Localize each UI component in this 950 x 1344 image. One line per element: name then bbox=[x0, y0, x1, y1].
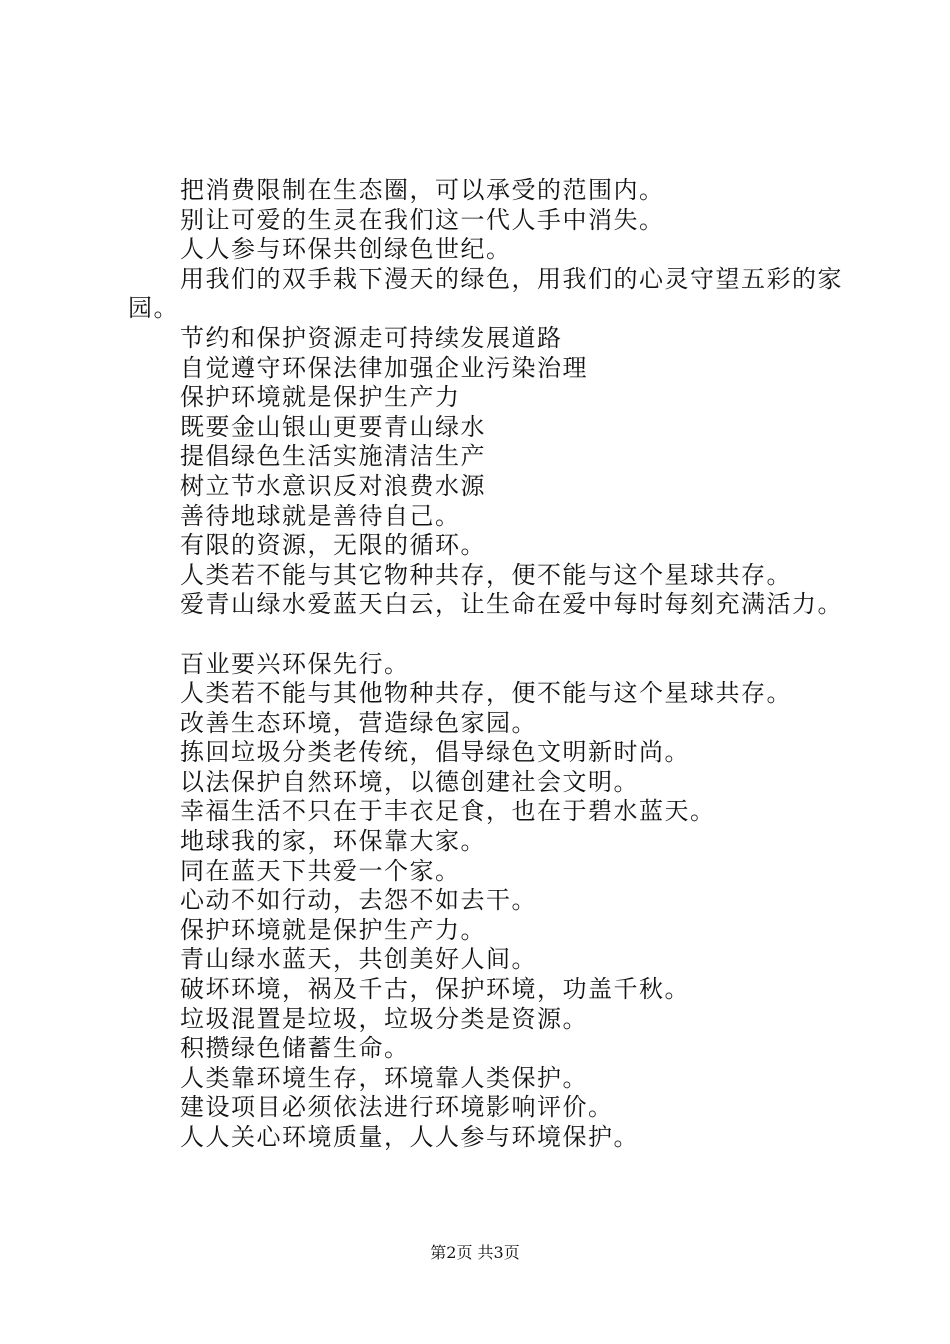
page-number-label: 第2页 共3页 bbox=[430, 1243, 520, 1262]
page-footer bbox=[0, 1243, 950, 1263]
paragraph: 保护环境就是保护生产力 bbox=[180, 383, 461, 412]
paragraph: 别让可爱的生灵在我们这一代人手中消失。 bbox=[180, 205, 665, 234]
paragraph: 树立节水意识反对浪费水源 bbox=[180, 471, 486, 500]
paragraph: 人类靠环境生存，环境靠人类保护。 bbox=[180, 1063, 588, 1092]
paragraph: 有限的资源，无限的循环。 bbox=[180, 531, 486, 560]
paragraph: 爱青山绿水爱蓝天白云，让生命在爱中每时每刻充满活力。 bbox=[180, 590, 843, 619]
document-body bbox=[128, 176, 848, 1153]
paragraph: 提倡绿色生活实施清洁生产 bbox=[180, 442, 486, 471]
paragraph: 保护环境就是保护生产力。 bbox=[180, 915, 486, 944]
paragraph: 人人关心环境质量，人人参与环境保护。 bbox=[180, 1123, 639, 1151]
paragraph: 节约和保护资源走可持续发展道路 bbox=[180, 323, 563, 352]
paragraph: 建设项目必须依法进行环境影响评价。 bbox=[180, 1093, 614, 1122]
paragraph: 既要金山银山更要青山绿水 bbox=[180, 412, 486, 441]
paragraph: 把消费限制在生态圈，可以承受的范围内。 bbox=[180, 176, 665, 204]
paragraph: 人类若不能与其他物种共存，便不能与这个星球共存。 bbox=[180, 679, 792, 708]
paragraph: 自觉遵守环保法律加强企业污染治理 bbox=[180, 353, 588, 382]
blank-line bbox=[128, 620, 848, 650]
paragraph: 以法保护自然环境，以德创建社会文明。 bbox=[180, 767, 639, 796]
paragraph: 人类若不能与其它物种共存，便不能与这个星球共存。 bbox=[180, 560, 792, 589]
paragraph: 破坏环境，祸及千古，保护环境，功盖千秋。 bbox=[180, 975, 690, 1004]
paragraph: 幸福生活不只在于丰衣足食，也在于碧水蓝天。 bbox=[180, 797, 716, 826]
paragraph: 心动不如行动，去怨不如去干。 bbox=[180, 886, 537, 915]
paragraph: 善待地球就是善待自己。 bbox=[180, 501, 461, 530]
paragraph: 同在蓝天下共爱一个家。 bbox=[180, 856, 461, 885]
paragraph: 青山绿水蓝天，共创美好人间。 bbox=[180, 945, 537, 974]
paragraph: 改善生态环境，营造绿色家园。 bbox=[180, 708, 537, 737]
paragraph: 垃圾混置是垃圾，垃圾分类是资源。 bbox=[180, 1004, 588, 1033]
paragraph: 地球我的家，环保靠大家。 bbox=[180, 827, 486, 856]
paragraph: 百业要兴环保先行。 bbox=[180, 649, 410, 678]
paragraph: 用我们的双手栽下漫天的绿色，用我们的心灵守望五彩的家园。 bbox=[128, 264, 843, 323]
paragraph: 拣回垃圾分类老传统，倡导绿色文明新时尚。 bbox=[180, 738, 690, 767]
paragraph: 人人参与环保共创绿色世纪。 bbox=[180, 235, 512, 264]
paragraph: 积攒绿色储蓄生命。 bbox=[180, 1034, 410, 1063]
